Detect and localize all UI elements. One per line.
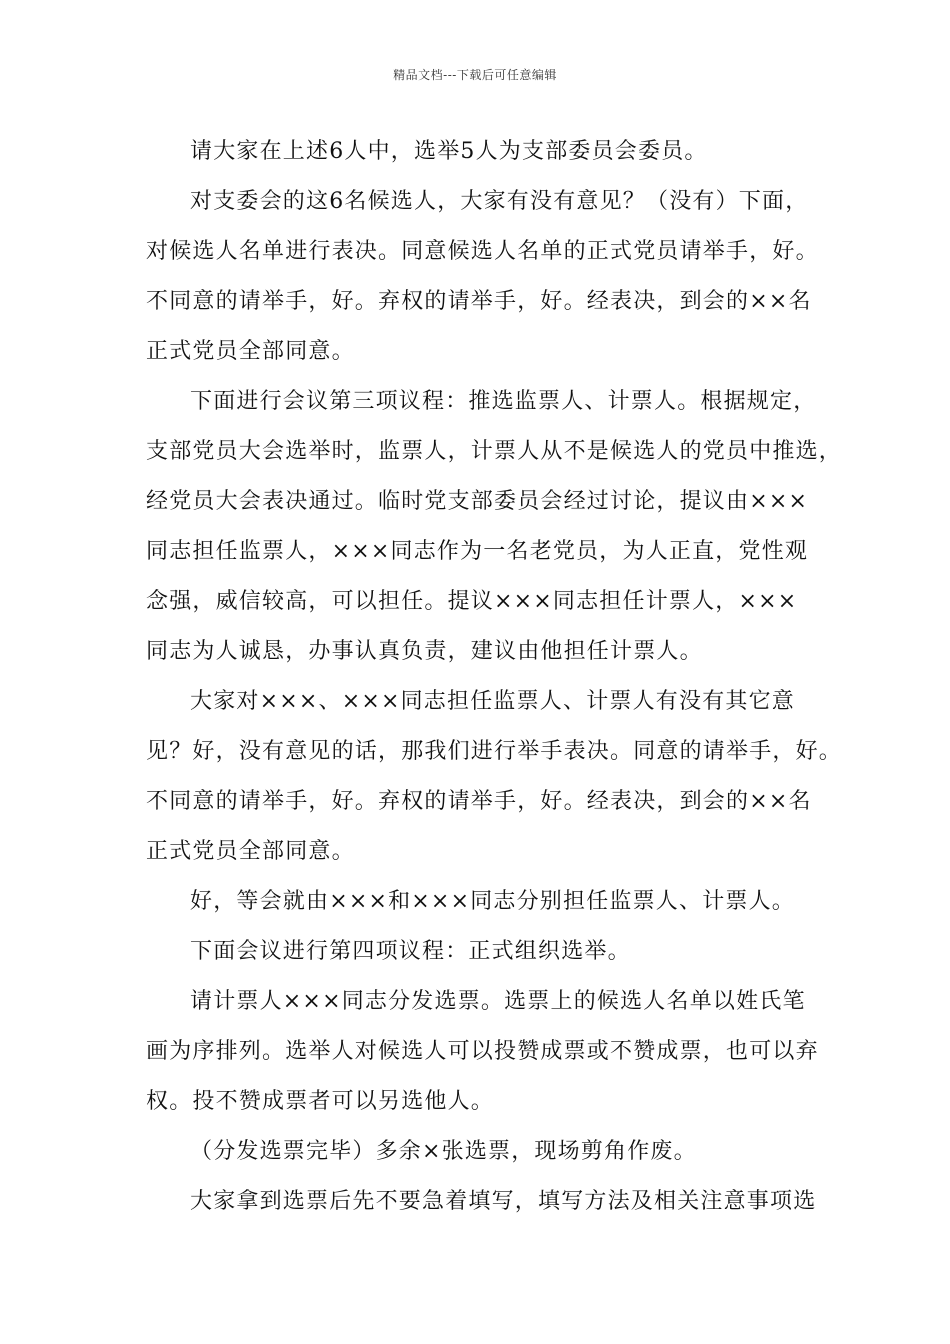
text-line: 请计票人×××同志分发选票。选票上的候选人名单以姓氏笔 — [190, 989, 806, 1014]
text-line: 正式党员全部同意。 — [146, 839, 355, 864]
text-line: 画为序排列。选举人对候选人可以投赞成票或不赞成票，也可以弃 — [146, 1039, 819, 1064]
text-line: 不同意的请举手，好。弃权的请举手，好。经表决，到会的××名 — [146, 789, 812, 814]
text-line: 正式党员全部同意。 — [146, 339, 355, 364]
text-line: 请大家在上述6人中，选举5人为支部委员会委员。 — [190, 139, 708, 164]
text-line: 经党员大会表决通过。临时党支部委员会经过讨论，提议由××× — [146, 489, 809, 514]
text-line: 大家对×××、×××同志担任监票人、计票人有没有其它意 — [190, 689, 796, 714]
text-line: 大家拿到选票后先不要急着填写，填写方法及相关注意事项选 — [190, 1189, 817, 1214]
text-line: 好，等会就由×××和×××同志分别担任监票人、计票人。 — [190, 889, 796, 914]
text-line: 权。投不赞成票者可以另选他人。 — [146, 1089, 495, 1114]
text-line: 对候选人名单进行表决。同意候选人名单的正式党员请举手，好。 — [146, 239, 819, 264]
text-line: 对支委会的这6名候选人，大家有没有意见？（没有）下面， — [190, 189, 809, 214]
text-line: 下面会议进行第四项议程：正式组织选举。 — [190, 939, 631, 964]
text-line: 下面进行会议第三项议程：推选监票人、计票人。根据规定， — [190, 389, 817, 414]
text-line: 见？好，没有意见的话，那我们进行举手表决。同意的请举手，好。 — [146, 739, 843, 764]
page-header: 精品文档---下载后可任意编辑 — [393, 68, 557, 82]
text-line: （分发选票完毕）多余×张选票，现场剪角作废。 — [190, 1139, 697, 1164]
text-line: 同志担任监票人，×××同志作为一名老党员，为人正直，党性观 — [146, 539, 809, 564]
text-line: 支部党员大会选举时，监票人，计票人从不是候选人的党员中推选， — [146, 439, 843, 464]
text-line: 念强，威信较高，可以担任。提议×××同志担任计票人，××× — [146, 589, 798, 614]
text-line: 同志为人诚恳，办事认真负责，建议由他担任计票人。 — [146, 639, 703, 664]
text-line: 不同意的请举手，好。弃权的请举手，好。经表决，到会的××名 — [146, 289, 812, 314]
